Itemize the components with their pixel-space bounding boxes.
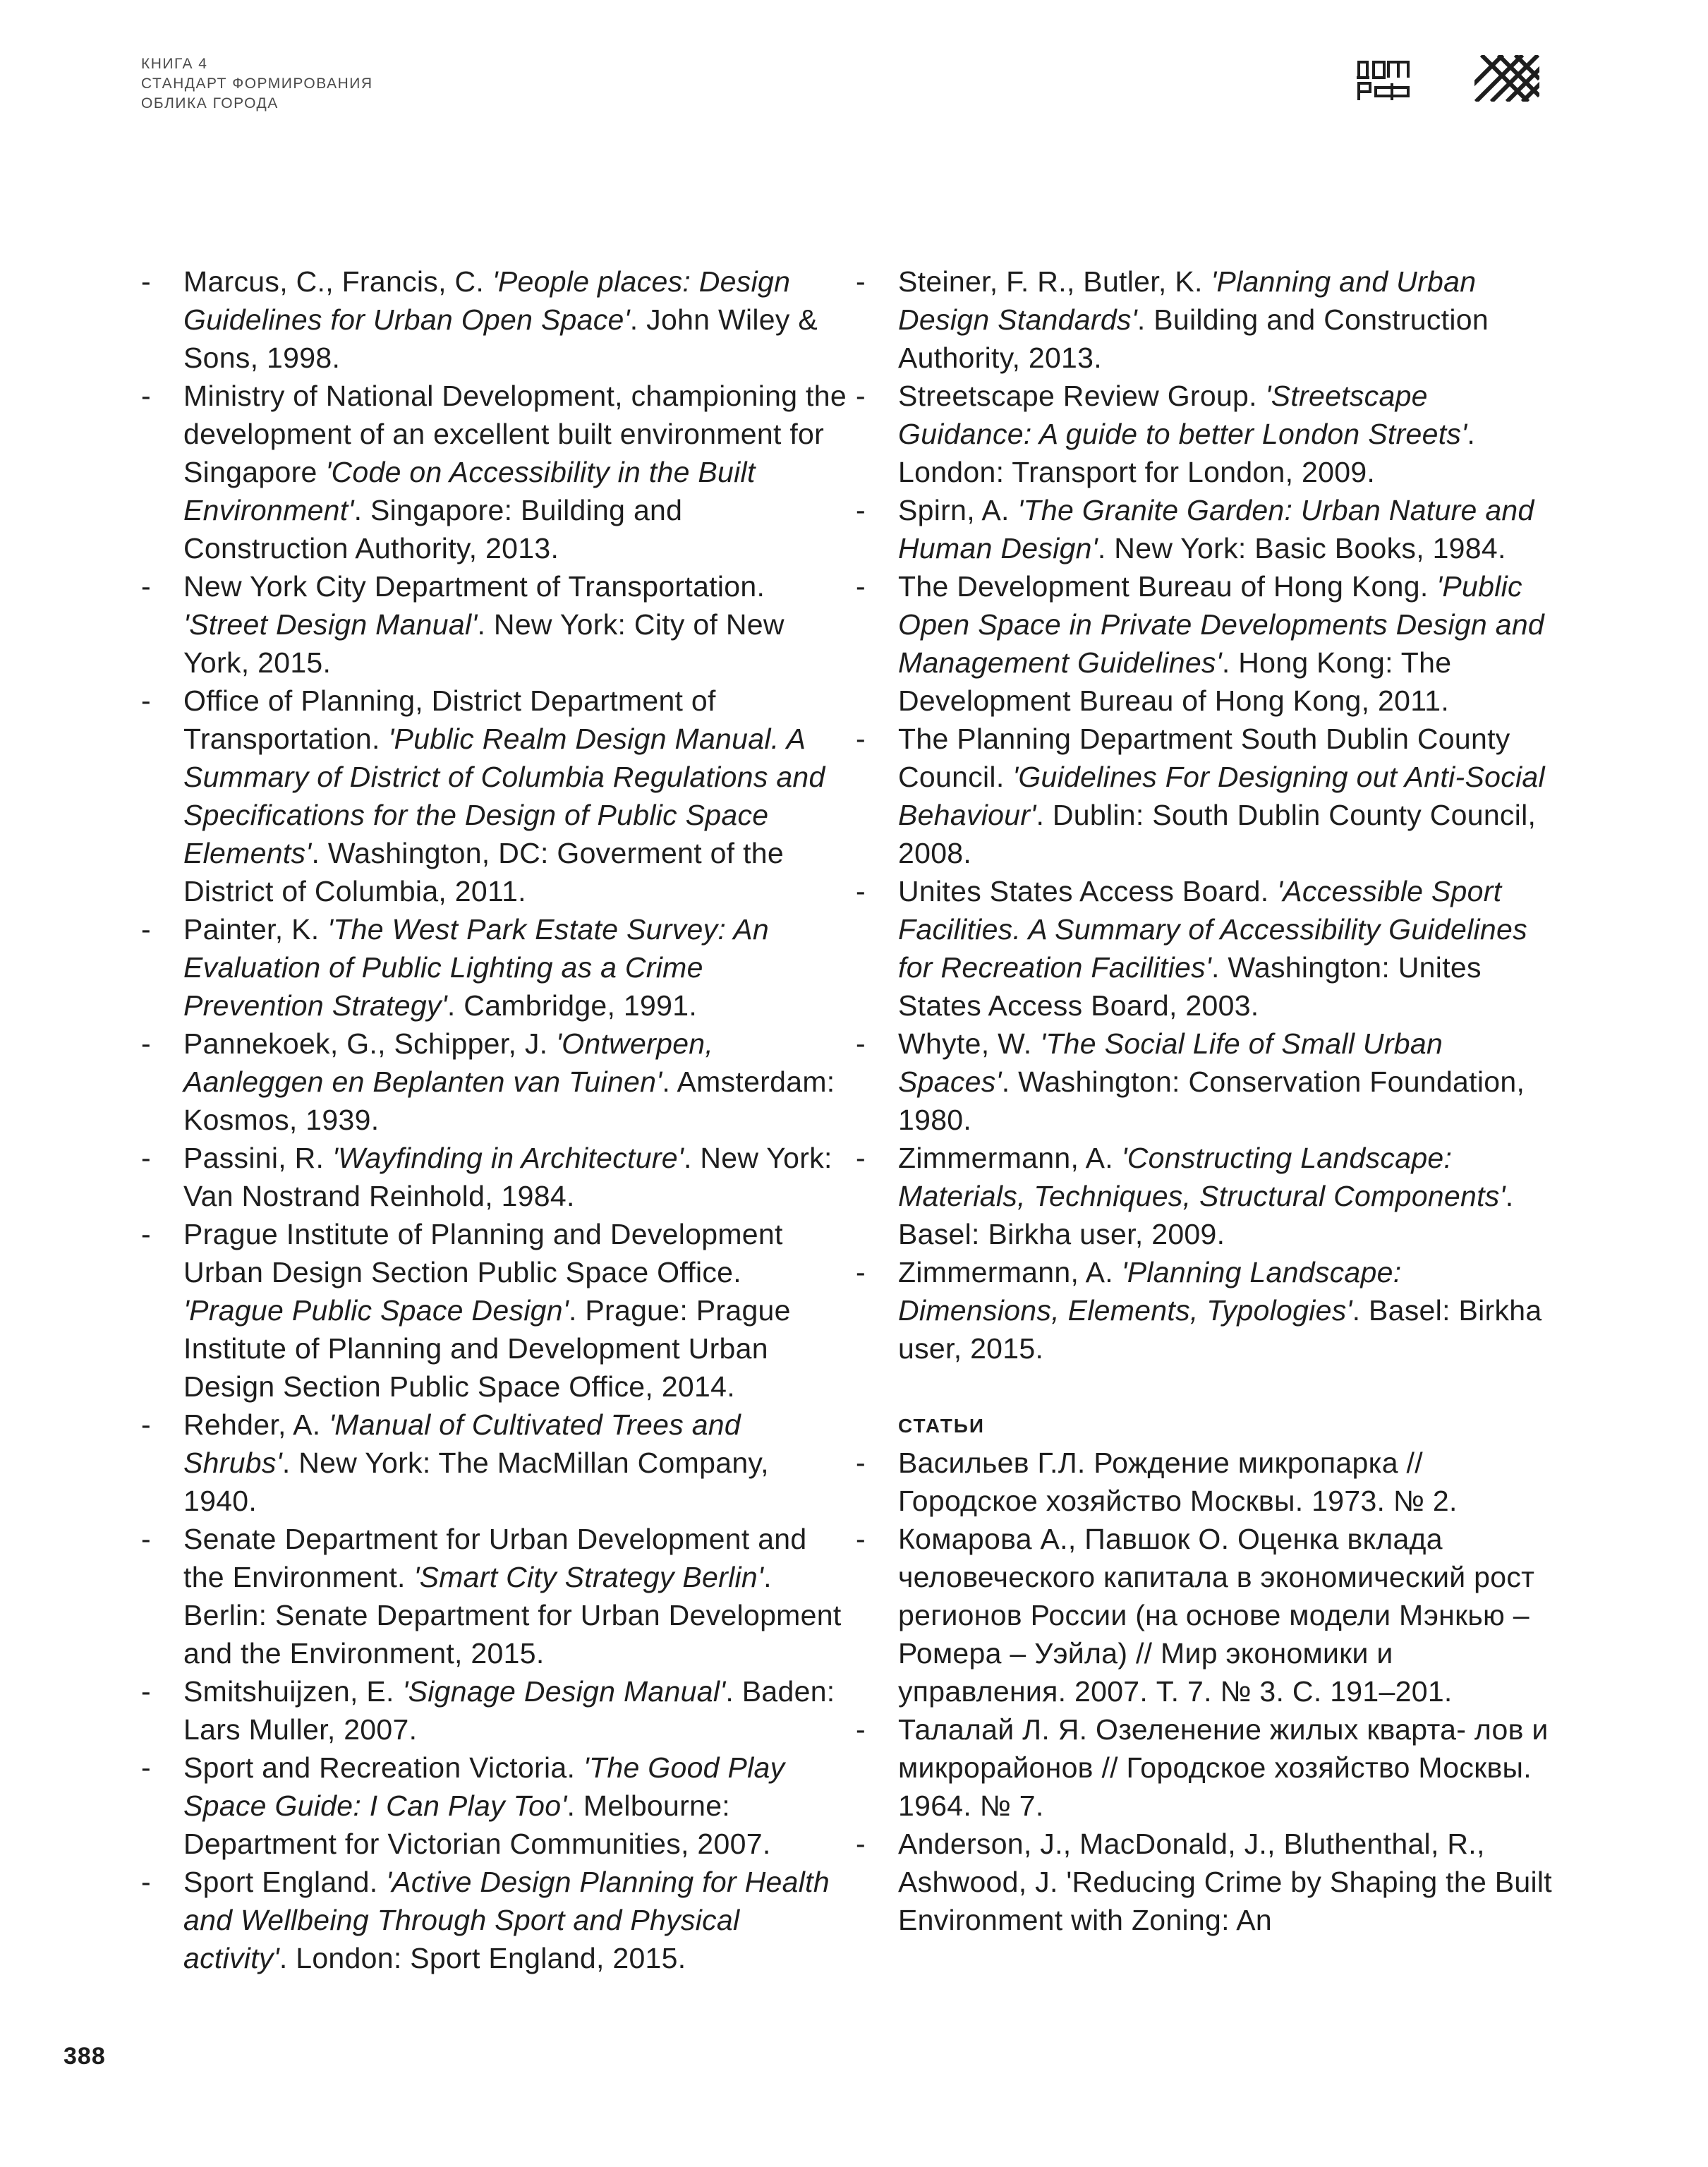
reference-item: - Whyte, W. 'The Social Life of Small Urban Spaces'. Washington: Conservation Foundation, 1980. xyxy=(856,1025,1561,1139)
right-column xyxy=(856,262,1561,1939)
book-header-line: СТАНДАРТ ФОРМИРОВАНИЯ xyxy=(141,76,373,92)
reference-item: - Smitshuijzen, E. 'Signage Design Manual'. Baden: Lars Muller, 2007. xyxy=(141,1672,847,1749)
dom-rf-logo xyxy=(1355,56,1411,102)
article-item: - Комарова А., Павшок О. Оценка вклада человеческого капитала в экономический рост регионов России (на основе модели Мэнкью – Ромера – Уэйла) // Мир экономики и управления. 2007. Т. 7. № 3. С. 191–201. xyxy=(856,1520,1561,1710)
reference-item: - The Development Bureau of Hong Kong. 'Public Open Space in Private Developments Design and Management Guidelines'. Hong Kong: The Development Bureau of Hong Kong, 2011. xyxy=(856,567,1561,720)
reference-item: - Office of Planning, District Department of Transportation. 'Public Realm Design Manual. A Summary of District of Columbia Regulations and Specifications for the Design of Public Space Elements'. Washington, DC: Goverment of the District of Columbia, 2011. xyxy=(141,682,847,910)
reference-item: - Sport and Recreation Victoria. 'The Good Play Space Guide: I Can Play Too'. Melbourne: Department for Victorian Communities, 2007. xyxy=(141,1749,847,1863)
book-header-line: КНИГА 4 xyxy=(141,56,208,72)
articles-list xyxy=(856,1444,1561,1939)
reference-item: - New York City Department of Transportation. 'Street Design Manual'. New York: City of New York, 2015. xyxy=(141,567,847,682)
reference-item: - Zimmermann, A. 'Planning Landscape: Dimensions, Elements, Typologies'. Basel: Birkha user, 2015. xyxy=(856,1253,1561,1368)
reference-item: - Unites States Access Board. 'Accessible Sport Facilities. A Summary of Accessibility Guidelines for Recreation Facilities'. Washington: Unites States Access Board, 2003. xyxy=(856,872,1561,1025)
book-header xyxy=(141,54,373,114)
page-number: 388 xyxy=(63,2043,106,2070)
article-item: - Талалай Л. Я. Озеленение жилых кварта- лов и микрорайонов // Городское хозяйство Москвы. 1964. № 7. xyxy=(856,1710,1561,1825)
reference-item: - Streetscape Review Group. 'Streetscape Guidance: A guide to better London Streets'. London: Transport for London, 2009. xyxy=(856,377,1561,491)
articles-heading: СТАТЬИ xyxy=(898,1415,986,1437)
reference-item: - Painter, K. 'The West Park Estate Survey: An Evaluation of Public Lighting as a Crime Prevention Strategy'. Cambridge, 1991. xyxy=(141,910,847,1025)
article-item: - Васильев Г.Л. Рождение микропарка // Городское хозяйство Москвы. 1973. № 2. xyxy=(856,1444,1561,1520)
reference-item: - Passini, R. 'Wayfinding in Architecture'. New York: Van Nostrand Reinhold, 1984. xyxy=(141,1139,847,1215)
reference-item: - Marcus, C., Francis, C. 'People places: Design Guidelines for Urban Open Space'. John Wiley & Sons, 1998. xyxy=(141,262,847,377)
reference-item: - Senate Department for Urban Development and the Environment. 'Smart City Strategy Berlin'. Berlin: Senate Department for Urban Development and the Environment, 2015. xyxy=(141,1520,847,1672)
reference-item: - Rehder, A. 'Manual of Cultivated Trees and Shrubs'. New York: The MacMillan Company, 1940. xyxy=(141,1406,847,1520)
reference-item: - Spirn, A. 'The Granite Garden: Urban Nature and Human Design'. New York: Basic Books, 1984. xyxy=(856,491,1561,567)
reference-item: - Sport England. 'Active Design Planning for Health and Wellbeing Through Sport and Physical activity'. London: Sport England, 2015. xyxy=(141,1863,847,1977)
reference-item: - Pannekoek, G., Schipper, J. 'Ontwerpen, Aanleggen en Beplanten van Tuinen'. Amsterdam: Kosmos, 1939. xyxy=(141,1025,847,1139)
reference-item: - Zimmermann, A. 'Constructing Landscape: Materials, Techniques, Structural Components'. Basel: Birkha user, 2009. xyxy=(856,1139,1561,1253)
article-item: - Anderson, J., MacDonald, J., Bluthenthal, R., Ashwood, J. 'Reducing Crime by Shaping the Built Environment with Zoning: An xyxy=(856,1825,1561,1939)
stripes-logo xyxy=(1474,55,1539,102)
reference-item: - Steiner, F. R., Butler, K. 'Planning and Urban Design Standards'. Building and Construction Authority, 2013. xyxy=(856,262,1561,377)
left-column xyxy=(141,262,847,1977)
reference-item: - The Planning Department South Dublin County Council. 'Guidelines For Designing out Anti-Social Behaviour'. Dublin: South Dublin County Council, 2008. xyxy=(856,720,1561,872)
book-header-line: ОБЛИКА ГОРОДА xyxy=(141,95,279,111)
reference-item: - Prague Institute of Planning and Development Urban Design Section Public Space Office. 'Prague Public Space Design'. Prague: Prague Institute of Planning and Development Urban Design Section Public Space Office, 2014. xyxy=(141,1215,847,1406)
reference-item: - Ministry of National Development, championing the development of an excellent built environment for Singapore 'Code on Accessibility in the Built Environment'. Singapore: Building and Construction Authority, 2013. xyxy=(141,377,847,567)
